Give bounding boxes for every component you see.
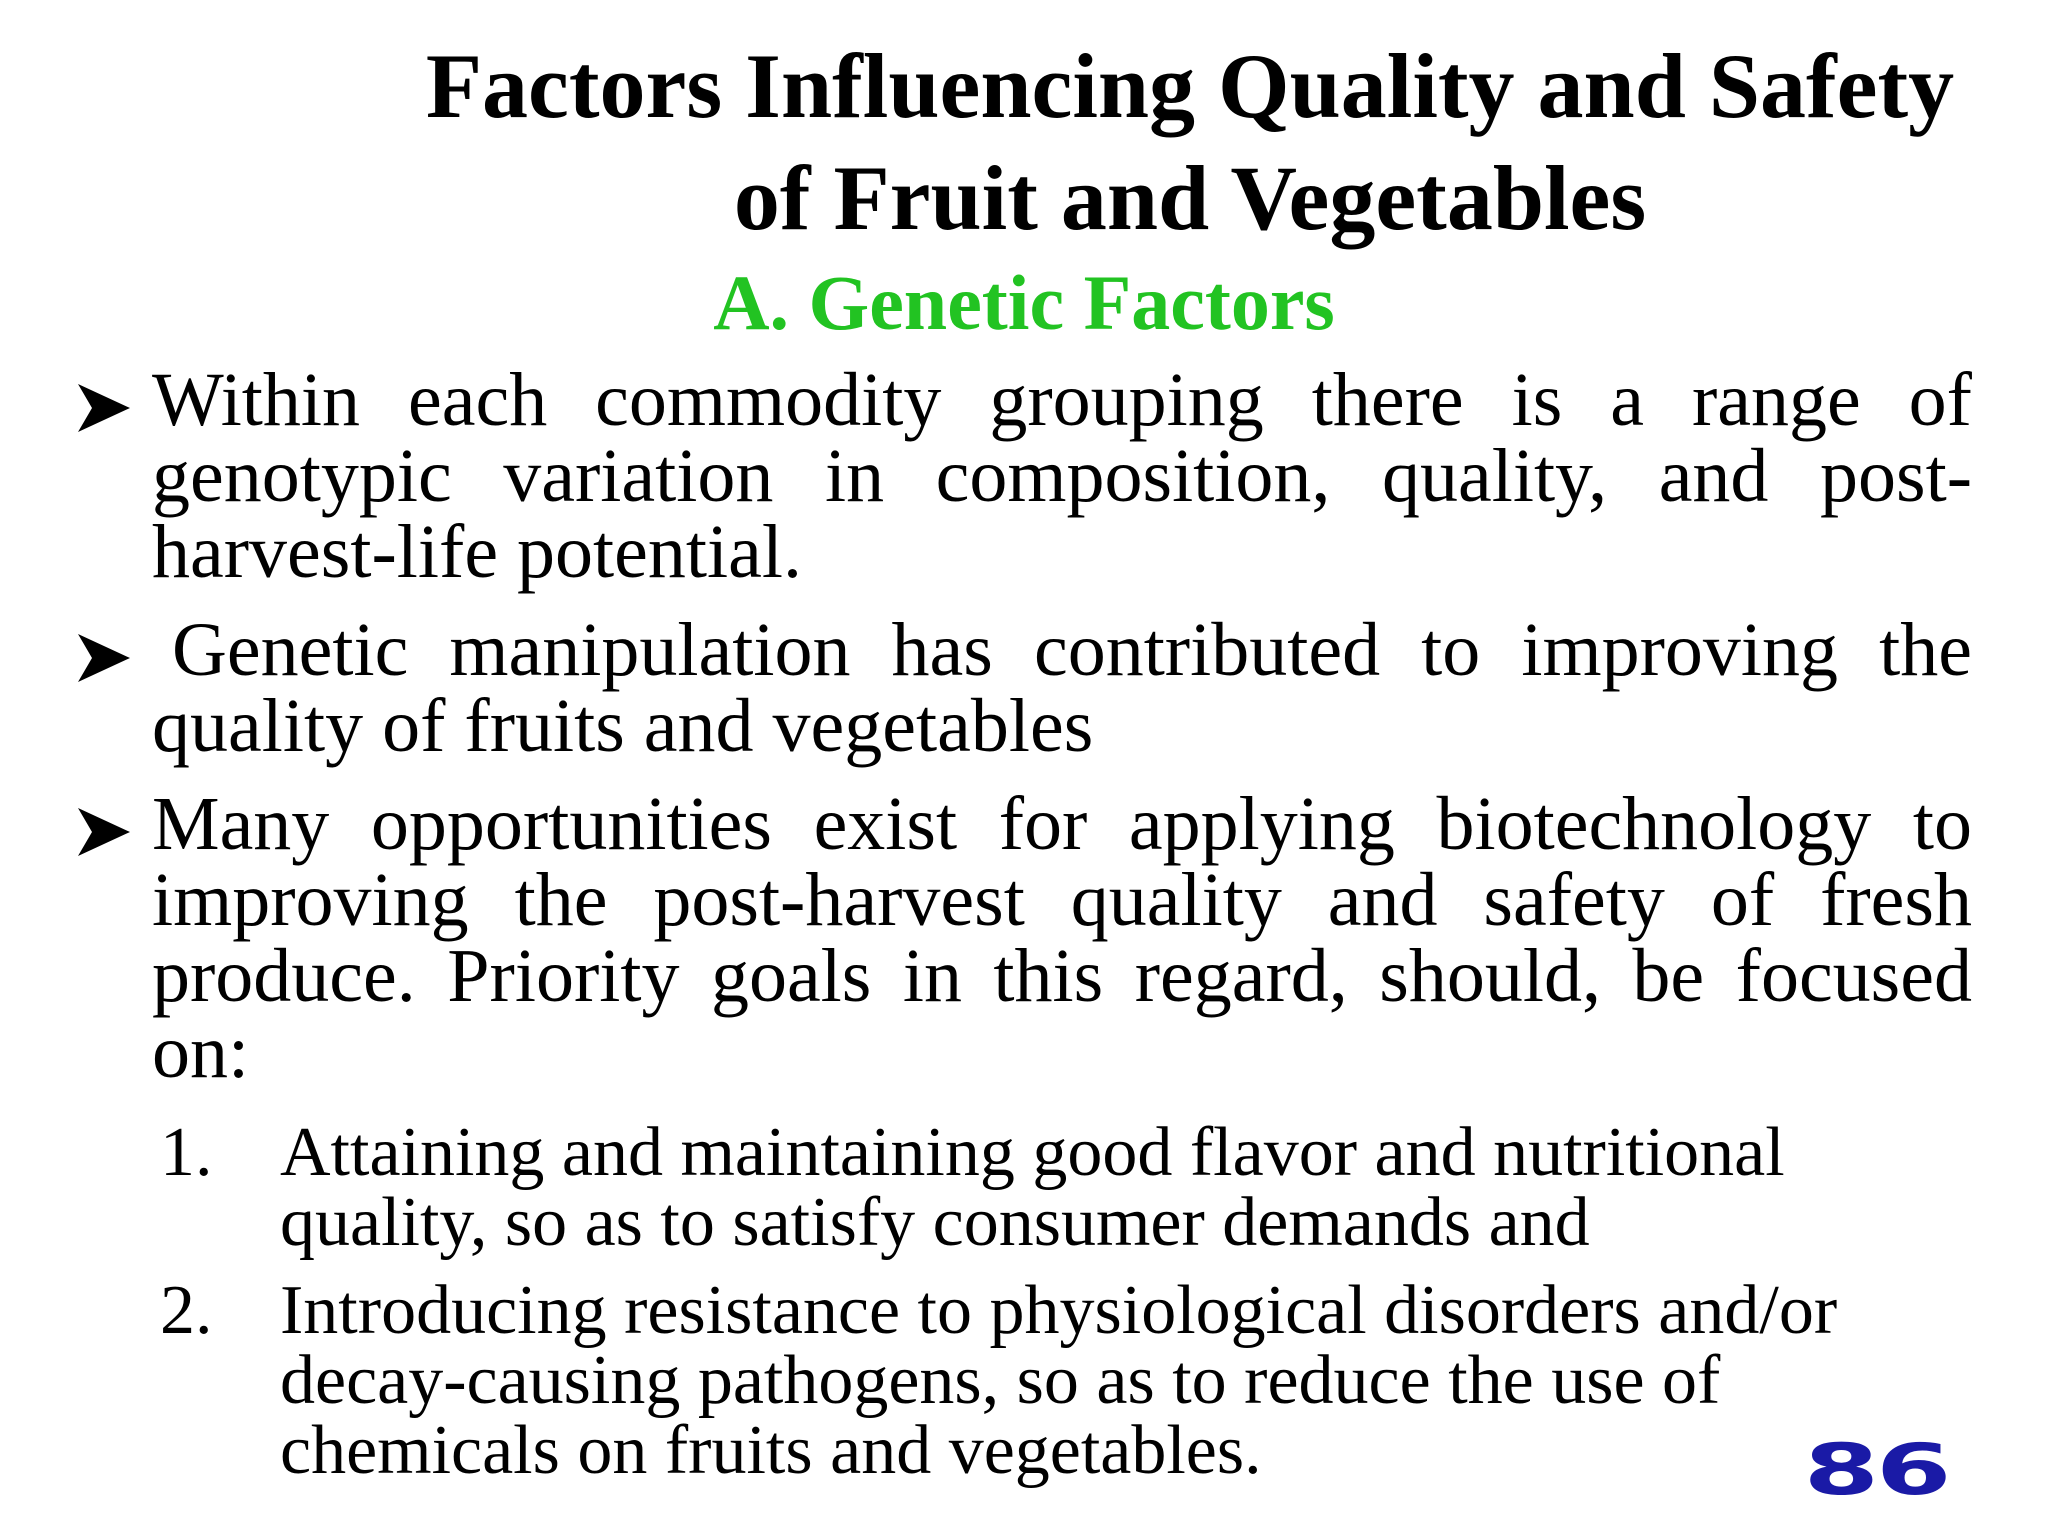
title-line-1: Factors Influencing Quality and Safety xyxy=(425,35,1955,137)
arrowhead-bullet-icon xyxy=(72,626,136,690)
page-number: 86 xyxy=(1803,1429,1948,1511)
item-text: Attaining and maintaining good flavor and nutritional quality, so as to satisfy consumer demands and xyxy=(280,1114,1785,1261)
numbered-item xyxy=(160,1272,1960,1489)
arrowhead-bullet-icon xyxy=(72,376,136,440)
bullet-item xyxy=(72,608,1972,768)
section-subtitle: A. Genetic Factors xyxy=(713,259,1335,346)
item-text: Introducing resistance to physiological disorders and/or decay-causing pathogens, so as to reduce the use of chemicals on fruits and vegetables. xyxy=(280,1272,1838,1489)
bullet-item xyxy=(72,358,1972,594)
title-line-2: of Fruit and Vegetables xyxy=(733,147,1647,249)
item-number: 1. xyxy=(160,1114,213,1191)
item-number: 2. xyxy=(160,1272,213,1349)
arrowhead-bullet-icon xyxy=(72,800,136,864)
bullet-text: Genetic manipulation has contributed to improving the quality of fruits and vegetables xyxy=(152,608,1972,768)
bullet-text: Within each commodity grouping there is a range of genotypic variation in composition, quality, and post-harvest-life potential. xyxy=(152,358,1972,594)
bullet-item xyxy=(72,782,1972,1094)
bullet-text: Many opportunities exist for applying biotechnology to improving the post-harvest quality and safety of fresh produce. Priority goals in this regard, should, be focused on: xyxy=(152,782,1972,1094)
slide-title xyxy=(380,30,2000,254)
numbered-item xyxy=(160,1114,1960,1261)
